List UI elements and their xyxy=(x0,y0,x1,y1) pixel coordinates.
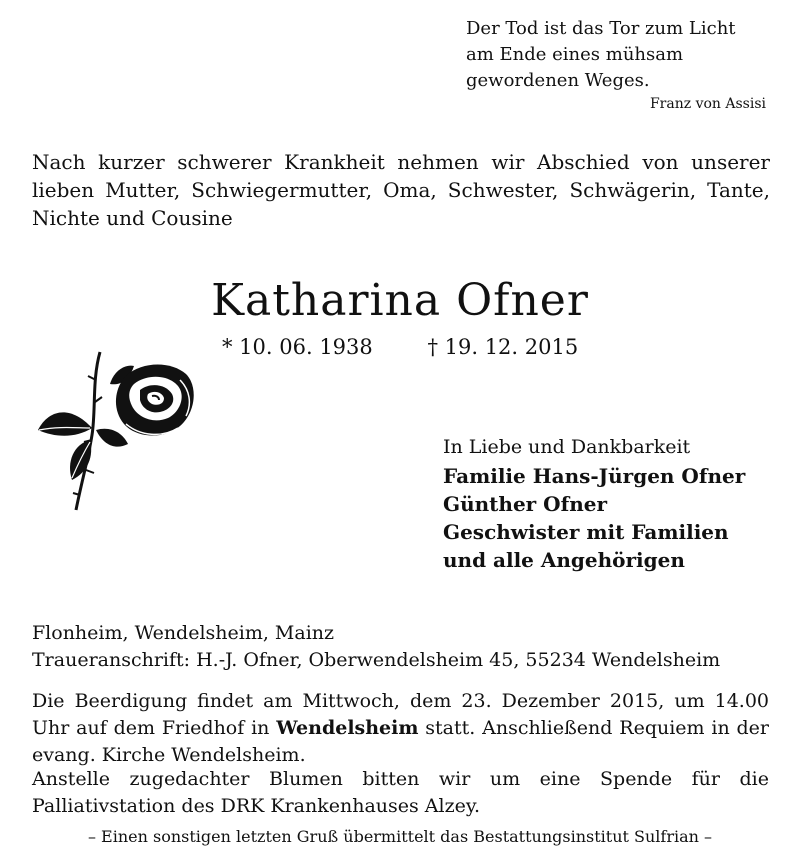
quote-line: am Ende eines mühsam xyxy=(466,44,684,65)
funeral-info xyxy=(32,688,769,769)
mourner-name: Geschwister mit Familien xyxy=(443,520,729,544)
quote-line: gewordenen Weges. xyxy=(466,70,650,91)
funeral-home-footer: – Einen sonstigen letzten Gruß übermittelt das Bestattungsinstitut Sulfrian – xyxy=(87,827,713,846)
funeral-text-before: Die Beerdigung findet am Mittwoch, dem 23. Dezember 2015, um 14.00 Uhr auf dem Friedhof in xyxy=(32,690,769,739)
mourning-address: Traueranschrift: H.-J. Ofner, Oberwendelsheim 45, 55234 Wendelsheim xyxy=(32,649,721,671)
places-text: Flonheim, Wendelsheim, Mainz xyxy=(32,622,335,644)
death-date: † 19. 12. 2015 xyxy=(427,335,579,359)
mourner-name: Familie Hans-Jürgen Ofner xyxy=(443,464,746,488)
funeral-place: Wendelsheim xyxy=(276,717,419,739)
quote-line: Der Tod ist das Tor zum Licht xyxy=(466,18,736,39)
location-block xyxy=(32,620,772,674)
funeral-text-after: statt. Anschließend Requiem in der evang. Kirche Wendelsheim. xyxy=(32,717,770,766)
mourner-name: und alle Angehörigen xyxy=(443,548,685,572)
birth-date: * 10. 06. 1938 xyxy=(222,335,373,359)
rose-icon xyxy=(30,340,200,515)
deceased-name: Katharina Ofner xyxy=(211,275,589,326)
quote-block xyxy=(466,16,766,112)
mourner-name: Günther Ofner xyxy=(443,492,607,516)
mourners-intro: In Liebe und Dankbarkeit xyxy=(443,436,691,458)
quote-author: Franz von Assisi xyxy=(649,96,766,112)
life-dates xyxy=(222,333,578,361)
donation-request: Anstelle zugedachter Blumen bitten wir um eine Spende für die Palliativstation des DRK Krankenhauses Alzey. xyxy=(32,768,769,817)
mourners-block xyxy=(443,432,783,574)
intro-text: Nach kurzer schwerer Krankheit nehmen wir Abschied von unserer lieben Mutter, Schwiegermutter, Oma, Schwester, Schwägerin, Tante, Nichte und Cousine xyxy=(32,150,770,230)
